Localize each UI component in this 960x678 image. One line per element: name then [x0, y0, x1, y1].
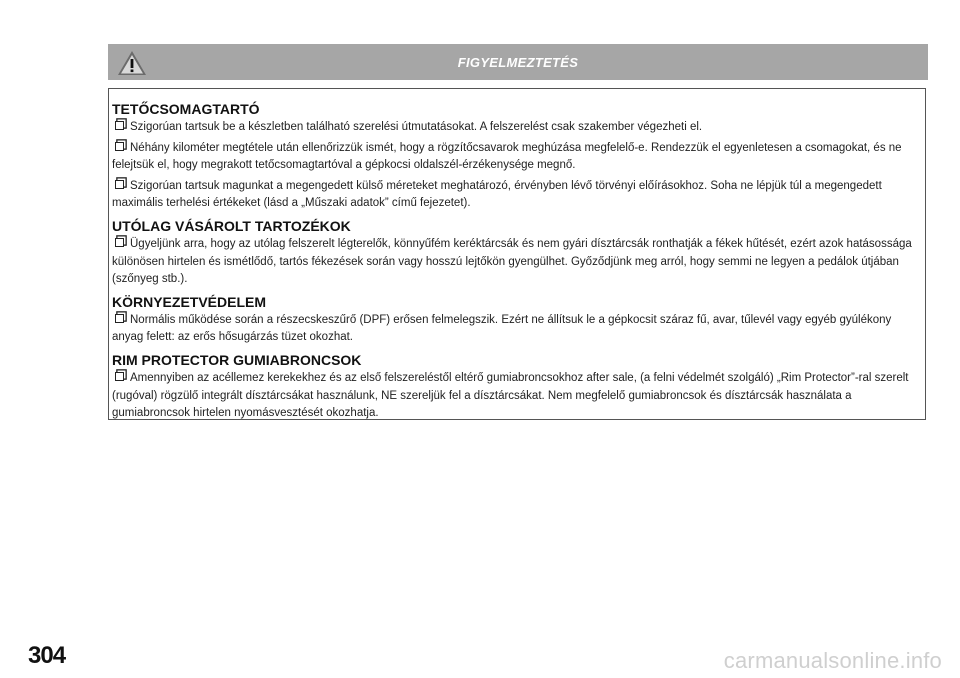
- section-heading: UTÓLAG VÁSÁROLT TARTOZÉKOK: [112, 217, 351, 234]
- list-item: Normális működése során a részecskeszűrő (DPF) erősen felmelegszik. Ezért ne állítsuk le a gépkocsit száraz fű, avar, tűlevél vagy egyéb gyúlékony anyag felett: az erős hősugárzás tüzet okozhat.: [112, 313, 892, 344]
- list-item: Néhány kilométer megtétele után ellenőrizzük ismét, hogy a rögzítőcsavarok meghúzása megfelelő-e. Rendezzük el egyenletesen a csomagokat, és ne felejtsük el, hogy megrakott tetőcsomagtartóval a gépkocsi oldalszél-érzékenysége megnő.: [112, 141, 902, 172]
- warning-header: [108, 44, 928, 80]
- section-heading: TETŐCSOMAGTARTÓ: [112, 101, 260, 117]
- list-item: Ügyeljünk arra, hogy az utólag felszerelt légterelők, könnyűfém keréktárcsák és nem gyári dísztárcsák ronthatják a fékek hűtését, ezért azok hatásossága különösen hirtelen és ismétlődő, tartós fékezések során vagy hosszú lejtőkön gyengülhet. Győződjünk meg arról, hogy semmi ne legyen a pedálok útjában (szőnyeg stb.).: [112, 237, 912, 286]
- watermark: carmanualsonline.info: [723, 648, 942, 673]
- section-rim-protector: [112, 351, 912, 423]
- page-number: 304: [28, 642, 66, 669]
- section-heading: RIM PROTECTOR GUMIABRONCSOK: [112, 351, 362, 368]
- checkbox-bullet-icon: [115, 142, 124, 151]
- section-aftermarket-accessories: [112, 217, 912, 289]
- checkbox-bullet-icon: [115, 372, 124, 381]
- checkbox-bullet-icon: [115, 314, 124, 323]
- checkbox-bullet-icon: [115, 238, 124, 247]
- warning-title: FIGYELMEZTETÉS: [457, 55, 579, 70]
- checkbox-bullet-icon: [115, 180, 124, 189]
- section-environment: [112, 293, 912, 347]
- list-item: Szigorúan tartsuk be a készletben található szerelési útmutatásokat. A felszerelést csak szakember végezheti el.: [112, 119, 912, 137]
- list-item: Amennyiben az acélleme​z kerekekhez és az első felszereléstől eltérő gumiabroncsokhoz after sale, (a felni védelmét szolgáló) „Rim Protector”-ral szerelt (rugóval) rögzülő integrált dísztárcsákat használunk, NE szereljük fel a dísztárcsákat. Nem megfelelő gumiabroncsok és dísztárcsák használata a gumiabroncsok hirtelen nyomásvesztését okozhatja.: [112, 371, 909, 420]
- section-roof-rack: [112, 100, 912, 213]
- section-heading: KÖRNYEZETVÉDELEM: [112, 293, 267, 310]
- list-item: Szigorúan tartsuk magunkat a megengedett külső méreteket meghatározó, érvényben lévő törvényi előírásokhoz. Soha ne lépjük túl a megengedett maximális terhelési értékeket (lásd a „Műszaki adatok” című fejezetet).: [112, 179, 882, 210]
- warning-content: [112, 100, 912, 427]
- checkbox-bullet-icon: [115, 121, 124, 130]
